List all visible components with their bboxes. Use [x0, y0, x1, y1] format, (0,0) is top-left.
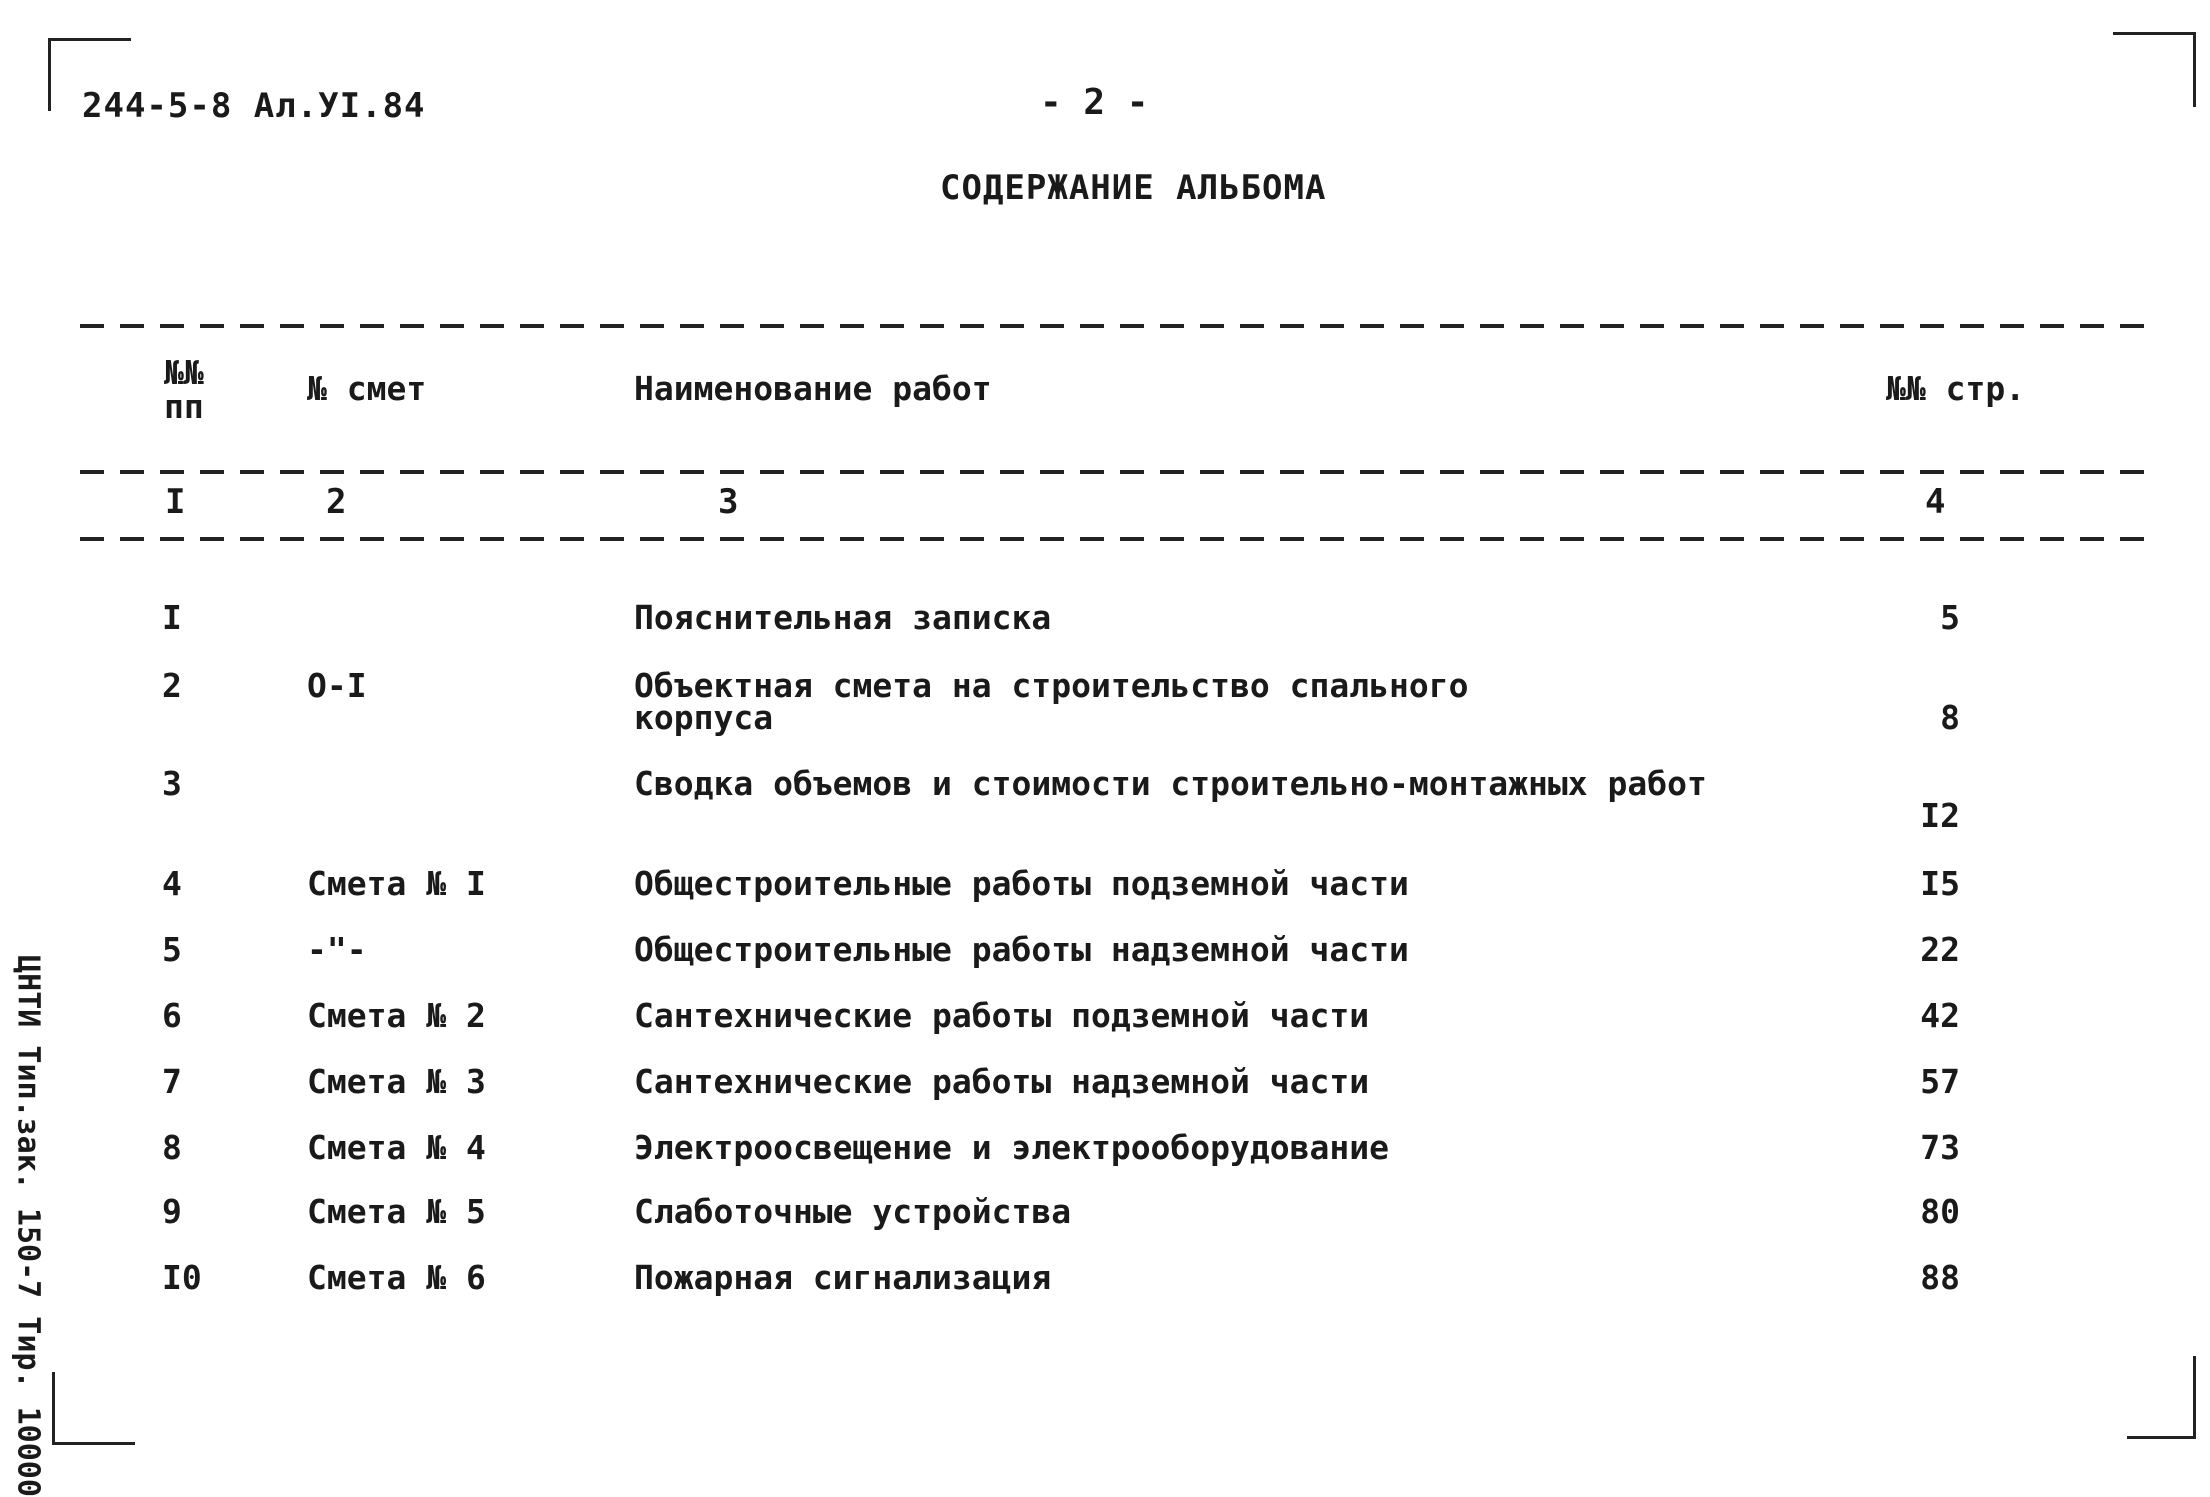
row-number: 5 [162, 930, 182, 969]
row-page: I5 [1920, 864, 1960, 903]
row-work-name: Электроосвещение и электрооборудование [634, 1128, 1389, 1167]
row-number: 7 [162, 1062, 182, 1101]
printer-imprint: ЦНТИ Тип.зак. 150-7 Тир. 10000 [10, 955, 46, 1497]
row-number: I [162, 598, 182, 637]
row-work-name: Сантехнические работы надземной части [634, 1062, 1370, 1101]
row-page: 5 [1940, 598, 1960, 637]
crop-mark-bottom-right [2127, 1356, 2196, 1439]
row-estimate: Смета № 3 [307, 1062, 486, 1101]
header-work-name: Наименование работ [634, 369, 992, 408]
header-item-number: №№ пп [164, 353, 204, 426]
document-title: СОДЕРЖАНИЕ АЛЬБОМА [940, 168, 1327, 208]
row-estimate: О-I [307, 666, 367, 705]
row-page: 88 [1920, 1258, 1960, 1297]
crop-mark-bottom-left [52, 1372, 135, 1445]
column-number-2: 2 [326, 482, 347, 522]
row-estimate: Смета № 5 [307, 1192, 486, 1231]
row-number: 3 [162, 764, 182, 803]
row-page: 42 [1920, 996, 1960, 1035]
row-number: 2 [162, 666, 182, 705]
numbers-bottom-rule [80, 537, 2155, 541]
row-work-name: Сантехнические работы подземной части [634, 996, 1370, 1035]
row-page: 57 [1920, 1062, 1960, 1101]
row-number: 8 [162, 1128, 182, 1167]
row-work-name: Общестроительные работы подземной части [634, 864, 1409, 903]
crop-mark-top-right [2113, 32, 2196, 107]
row-estimate: Смета № 2 [307, 996, 486, 1035]
table-top-rule [80, 324, 2155, 328]
row-work-name: Объектная смета на строительство спального корпуса [634, 666, 1469, 737]
row-number: 6 [162, 996, 182, 1035]
page-number: - 2 - [1040, 82, 1149, 123]
row-work-name: Пояснительная записка [634, 598, 1052, 637]
row-page: I2 [1920, 796, 1960, 835]
header-bottom-rule [80, 470, 2155, 474]
row-page: 80 [1920, 1192, 1960, 1231]
header-page-number: №№ стр. [1886, 369, 2026, 408]
row-page: 22 [1920, 930, 1960, 969]
row-page: 8 [1940, 698, 1960, 737]
document-code: 244-5-8 Ал.УI.84 [82, 86, 426, 126]
row-work-name: Пожарная сигнализация [634, 1258, 1052, 1297]
row-number: 9 [162, 1192, 182, 1231]
row-estimate: Смета № 6 [307, 1258, 486, 1297]
row-estimate: -"- [307, 930, 367, 969]
row-estimate: Смета № 4 [307, 1128, 486, 1167]
column-number-4: 4 [1925, 482, 1946, 522]
column-number-3: 3 [718, 482, 739, 522]
row-page: 73 [1920, 1128, 1960, 1167]
header-estimate-number: № смет [307, 369, 427, 408]
row-number: 4 [162, 864, 182, 903]
row-estimate: Смета № I [307, 864, 486, 903]
row-work-name: Сводка объемов и стоимости строительно-монтажных работ [634, 764, 1707, 803]
column-number-1: I [165, 482, 186, 522]
row-work-name: Общестроительные работы надземной части [634, 930, 1409, 969]
row-work-name: Слаботочные устройства [634, 1192, 1072, 1231]
row-number: I0 [162, 1258, 202, 1297]
